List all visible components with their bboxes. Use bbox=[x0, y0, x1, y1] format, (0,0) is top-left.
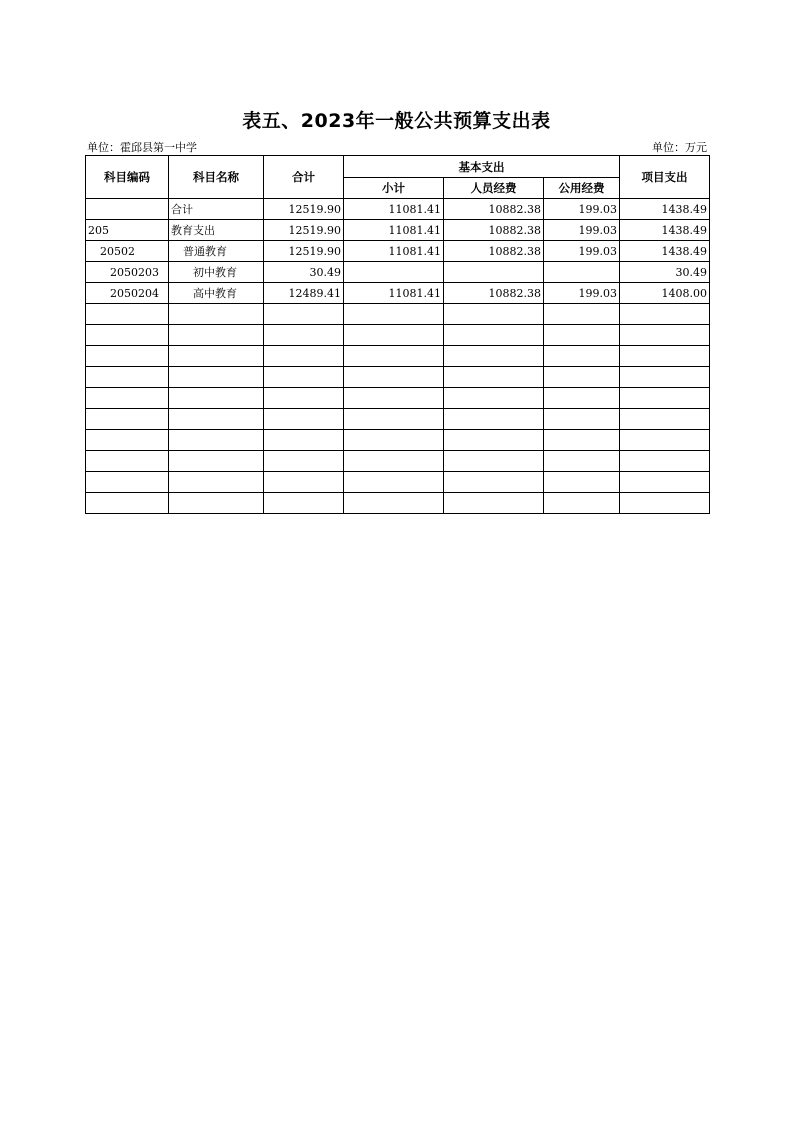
table-row bbox=[86, 283, 710, 304]
cell-public: 199.03 bbox=[544, 241, 620, 262]
header-subtotal: 小计 bbox=[344, 178, 444, 199]
empty-row bbox=[86, 388, 710, 409]
table-row bbox=[86, 199, 710, 220]
page-title: 表五、2023年一般公共预算支出表 bbox=[242, 110, 551, 132]
header-total: 合计 bbox=[264, 156, 344, 199]
unit-currency: 单位：万元 bbox=[652, 141, 707, 154]
cell-subtotal: 11081.41 bbox=[344, 199, 444, 220]
header-basic: 基本支出 bbox=[344, 156, 620, 178]
header-name: 科目名称 bbox=[169, 156, 264, 199]
empty-row bbox=[86, 367, 710, 388]
cell-name: 普通教育 bbox=[169, 241, 264, 262]
cell-name: 教育支出 bbox=[169, 220, 264, 241]
cell-public: 199.03 bbox=[544, 199, 620, 220]
empty-row bbox=[86, 304, 710, 325]
cell-total: 12519.90 bbox=[264, 199, 344, 220]
cell-code: 205 bbox=[86, 220, 169, 241]
budget-table bbox=[85, 155, 710, 514]
empty-row bbox=[86, 325, 710, 346]
cell-personnel: 10882.38 bbox=[444, 241, 544, 262]
cell-total: 12519.90 bbox=[264, 241, 344, 262]
empty-row bbox=[86, 493, 710, 514]
empty-row bbox=[86, 346, 710, 367]
table-row bbox=[86, 220, 710, 241]
cell-public bbox=[544, 262, 620, 283]
cell-project: 1438.49 bbox=[620, 220, 710, 241]
cell-name: 高中教育 bbox=[169, 283, 264, 304]
cell-public: 199.03 bbox=[544, 220, 620, 241]
cell-project: 1408.00 bbox=[620, 283, 710, 304]
cell-personnel: 10882.38 bbox=[444, 220, 544, 241]
cell-personnel bbox=[444, 262, 544, 283]
cell-project: 1438.49 bbox=[620, 199, 710, 220]
cell-code: 2050203 bbox=[86, 262, 169, 283]
cell-code: 2050204 bbox=[86, 283, 169, 304]
cell-project: 1438.49 bbox=[620, 241, 710, 262]
table-row bbox=[86, 241, 710, 262]
empty-row bbox=[86, 430, 710, 451]
header-code: 科目编码 bbox=[86, 156, 169, 199]
header-public: 公用经费 bbox=[544, 178, 620, 199]
cell-subtotal bbox=[344, 262, 444, 283]
unit-organization: 单位：霍邱县第一中学 bbox=[87, 141, 197, 154]
cell-name: 初中教育 bbox=[169, 262, 264, 283]
empty-row bbox=[86, 409, 710, 430]
header-personnel: 人员经费 bbox=[444, 178, 544, 199]
cell-subtotal: 11081.41 bbox=[344, 283, 444, 304]
cell-project: 30.49 bbox=[620, 262, 710, 283]
cell-personnel: 10882.38 bbox=[444, 199, 544, 220]
cell-personnel: 10882.38 bbox=[444, 283, 544, 304]
cell-total: 30.49 bbox=[264, 262, 344, 283]
cell-public: 199.03 bbox=[544, 283, 620, 304]
header-project: 项目支出 bbox=[620, 156, 710, 199]
cell-subtotal: 11081.41 bbox=[344, 220, 444, 241]
cell-total: 12519.90 bbox=[264, 220, 344, 241]
cell-name: 合计 bbox=[169, 199, 264, 220]
cell-subtotal: 11081.41 bbox=[344, 241, 444, 262]
cell-code bbox=[86, 199, 169, 220]
cell-code: 20502 bbox=[86, 241, 169, 262]
empty-row bbox=[86, 472, 710, 493]
empty-row bbox=[86, 451, 710, 472]
table-row bbox=[86, 262, 710, 283]
cell-total: 12489.41 bbox=[264, 283, 344, 304]
